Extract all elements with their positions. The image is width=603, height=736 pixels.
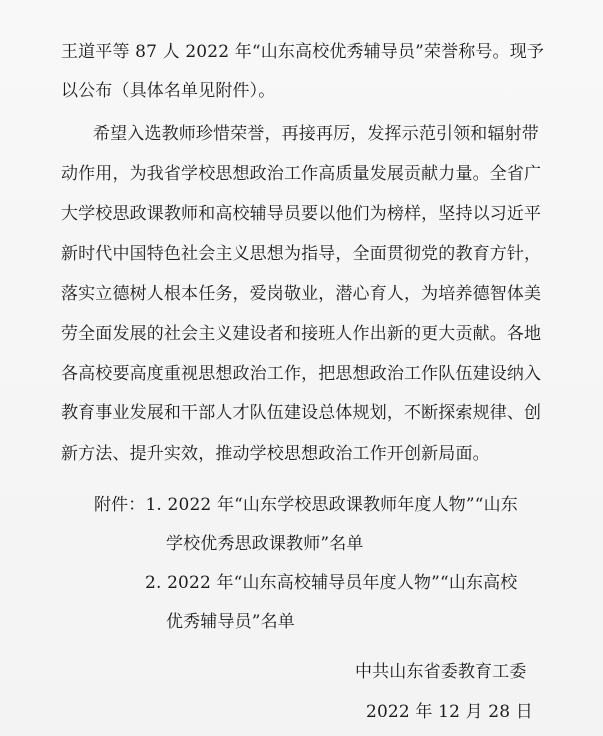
paragraph-2-line-6: 劳全面发展的社会主义建设者和接班人作出新的更大贡献。各地 bbox=[61, 324, 542, 344]
issuing-organization: 中共山东省委教育工委 bbox=[355, 662, 527, 682]
attachment-1-line-1: 附件：1. 2022 年“山东学校思政课教师年度人物”“山东 bbox=[94, 495, 518, 515]
paragraph-2-line-8: 教育事业发展和干部人才队伍建设总体规划，不断探索规律、创 bbox=[61, 403, 542, 423]
paragraph-2-line-1: 希望入选教师珍惜荣誉，再接再厉，发挥示范引领和辐射带 bbox=[93, 124, 539, 144]
paragraph-1-line-1: 王道平等 87 人 2022 年“山东高校优秀辅导员”荣誉称号。现予 bbox=[61, 42, 544, 62]
paragraph-2-line-2: 动作用，为我省学校思想政治工作高质量发展贡献力量。全省广 bbox=[61, 164, 542, 184]
paragraph-2-line-7: 各高校要高度重视思想政治工作，把思想政治工作队伍建设纳入 bbox=[61, 364, 542, 384]
paragraph-1-line-2: 以公布（具体名单见附件）。 bbox=[61, 81, 276, 101]
issue-date: 2022 年 12 月 28 日 bbox=[366, 702, 533, 722]
attachment-2-line-1: 2. 2022 年“山东高校辅导员年度人物”“山东高校 bbox=[145, 573, 518, 593]
attachment-2-line-2: 优秀辅导员”名单 bbox=[166, 612, 295, 632]
paragraph-2-line-3: 大学校思政课教师和高校辅导员要以他们为榜样，坚持以习近平 bbox=[61, 204, 542, 224]
paragraph-2-line-9: 新方法、提升实效，推动学校思想政治工作开创新局面。 bbox=[61, 444, 490, 464]
attachment-1-line-2: 学校优秀思政课教师”名单 bbox=[166, 534, 364, 554]
paragraph-2-line-5: 落实立德树人根本任务，爱岗敬业，潜心育人，为培养德智体美 bbox=[61, 284, 542, 304]
paragraph-2-line-4: 新时代中国特色社会主义思想为指导，全面贯彻党的教育方针， bbox=[61, 244, 542, 264]
